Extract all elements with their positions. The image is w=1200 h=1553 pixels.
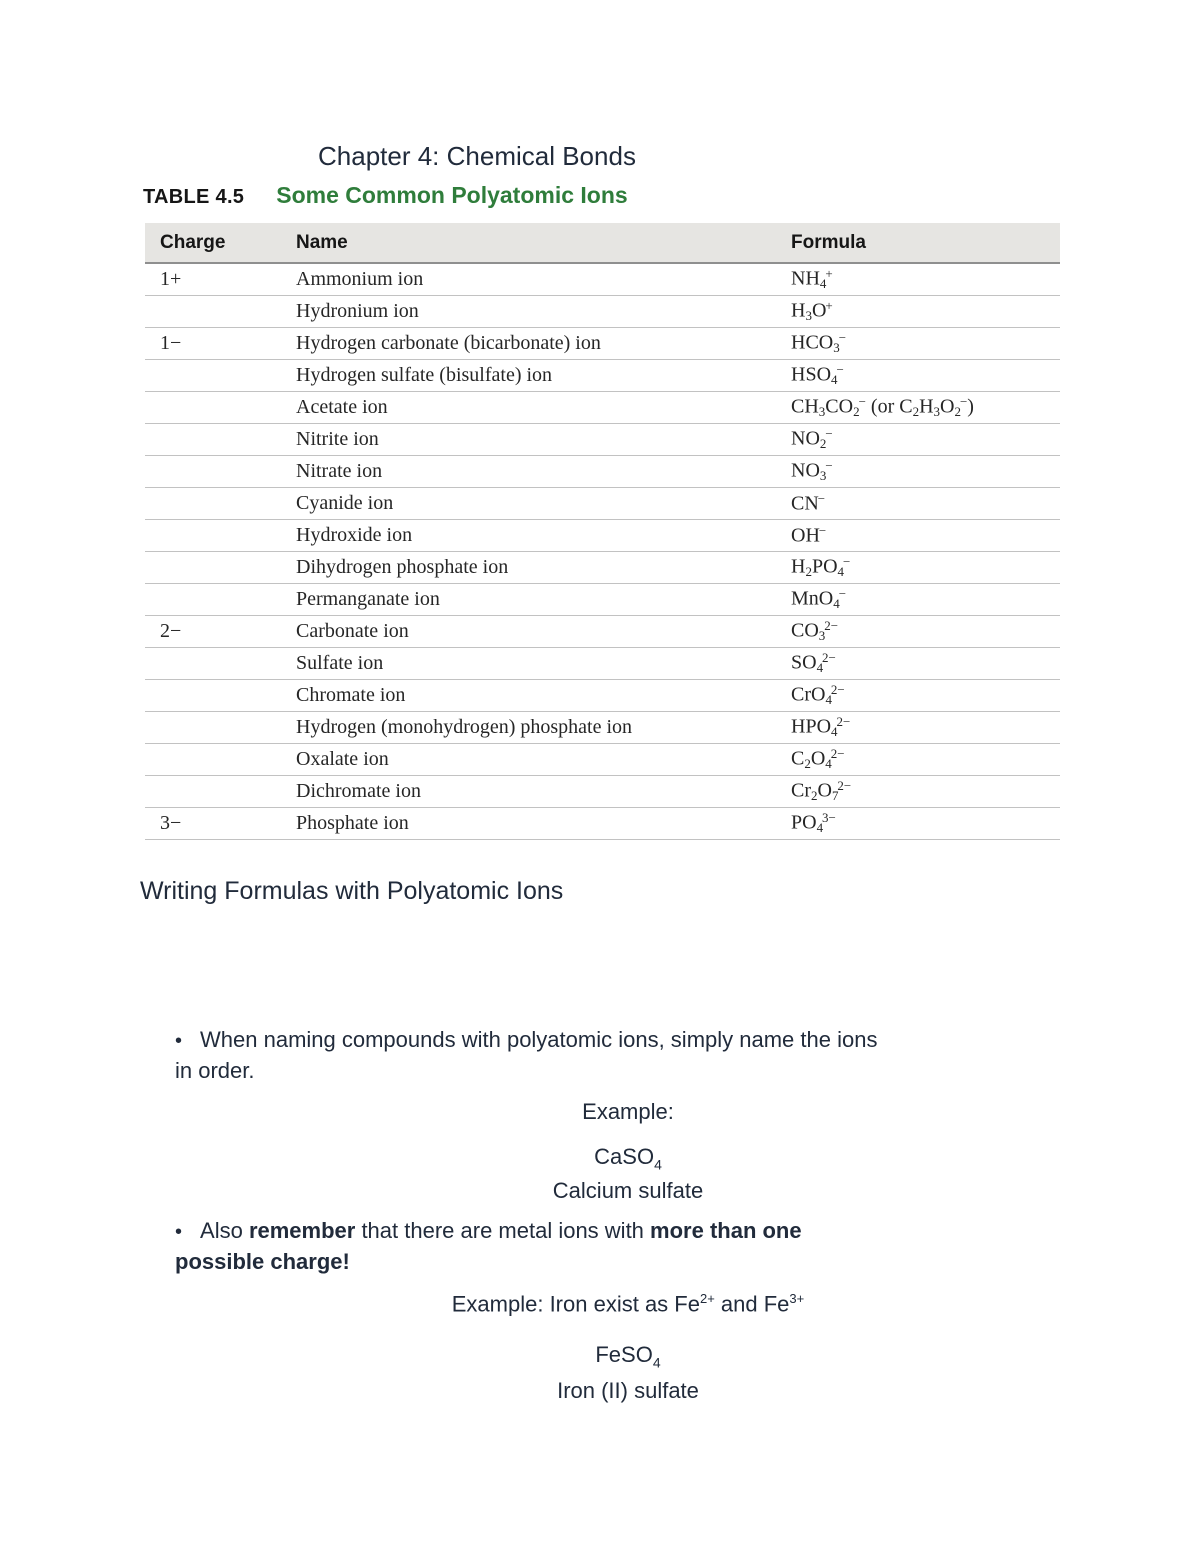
table-row [145, 743, 1060, 775]
example1-formula: CaSO$_4$ [594, 1143, 662, 1172]
table-row [145, 711, 1060, 743]
formula-cell: $NH_4^+$ [790, 263, 1060, 295]
charge-cell [145, 583, 295, 615]
table-row [145, 391, 1060, 423]
name-cell: Hydrogen (monohydrogen) phosphate ion [295, 711, 790, 743]
name-cell: Dichromate ion [295, 775, 790, 807]
table-header-row [145, 223, 1060, 263]
charge-cell [145, 775, 295, 807]
table-row [145, 551, 1060, 583]
name-cell: Hydroxide ion [295, 519, 790, 551]
table-row [145, 679, 1060, 711]
table-row [145, 455, 1060, 487]
formula-cell: $NO_3^-$ [790, 455, 1060, 487]
table-caption [143, 182, 1200, 209]
name-cell: Phosphate ion [295, 807, 790, 839]
table-row [145, 807, 1060, 839]
name-cell: Chromate ion [295, 679, 790, 711]
bullet-text: When naming compounds with polyatomic ions, simply name the ions in order. [175, 1026, 878, 1083]
charge-cell [145, 647, 295, 679]
table-label: TABLE 4.5 [143, 186, 245, 208]
formula-cell: $HPO_4^{2-}$ [790, 711, 1060, 743]
charge-cell [145, 519, 295, 551]
formula-cell: $CH_3CO_2^-$ (or $C_2H_3O_2^-$) [790, 391, 1060, 423]
table-row [145, 263, 1060, 295]
chapter-title: Chapter 4: Chemical Bonds [318, 141, 636, 171]
name-cell: Sulfate ion [295, 647, 790, 679]
name-cell: Nitrate ion [295, 455, 790, 487]
charge-cell [145, 711, 295, 743]
table-row [145, 423, 1060, 455]
charge-cell: 2− [145, 615, 295, 647]
example1-label: Example: [582, 1098, 674, 1124]
example2-formula: FeSO$_4$ [595, 1342, 661, 1371]
table-row [145, 295, 1060, 327]
name-cell: Hydronium ion [295, 295, 790, 327]
table-row [145, 359, 1060, 391]
section-heading: Writing Formulas with Polyatomic Ions [140, 876, 564, 905]
name-cell: Dihydrogen phosphate ion [295, 551, 790, 583]
formula-cell: $Cr_2O_7^{2-}$ [790, 775, 1060, 807]
formula-cell: $NO_2^-$ [790, 423, 1060, 455]
formula-cell: OH− [790, 519, 1060, 551]
example2-name: Iron (II) sulfate [557, 1377, 699, 1403]
column-header-formula: Formula [790, 223, 1060, 263]
formula-cell: $HSO_4^-$ [790, 359, 1060, 391]
table-row [145, 647, 1060, 679]
name-cell: Hydrogen carbonate (bicarbonate) ion [295, 327, 790, 359]
table-row [145, 327, 1060, 359]
name-cell: Permanganate ion [295, 583, 790, 615]
charge-cell: 1+ [145, 263, 295, 295]
formula-cell: $CO_3^{2-}$ [790, 615, 1060, 647]
name-cell: Hydrogen sulfate (bisulfate) ion [295, 359, 790, 391]
name-cell: Cyanide ion [295, 487, 790, 519]
example2-line: Example: Iron exist as $Fe^{2+}$ and $Fe^{3+}$ [451, 1290, 805, 1317]
formula-cell: $PO_4^{3-}$ [790, 807, 1060, 839]
bullet-naming-compounds [175, 1025, 1070, 1085]
column-header-name: Name [295, 223, 790, 263]
name-cell: Oxalate ion [295, 743, 790, 775]
charge-cell [145, 455, 295, 487]
polyatomic-ions-table [145, 223, 1060, 840]
charge-cell [145, 295, 295, 327]
formula-cell: $SO_4^{2-}$ [790, 647, 1060, 679]
formula-cell: $H_2PO_4^-$ [790, 551, 1060, 583]
charge-cell [145, 743, 295, 775]
table-title: Some Common Polyatomic Ions [276, 182, 628, 208]
table-row [145, 487, 1060, 519]
table-row [145, 775, 1060, 807]
table-row [145, 583, 1060, 615]
formula-cell: MnO$_4$− [790, 583, 1060, 615]
bullet-icon: • [175, 1220, 183, 1243]
name-cell: Carbonate ion [295, 615, 790, 647]
name-cell: Ammonium ion [295, 263, 790, 295]
bullet-icon: • [175, 1029, 183, 1052]
charge-cell: 3− [145, 807, 295, 839]
charge-cell [145, 391, 295, 423]
column-header-charge: Charge [145, 223, 295, 263]
formula-cell: $C_2O_4^{2-}$ [790, 743, 1060, 775]
name-cell: Acetate ion [295, 391, 790, 423]
formula-cell: $HCO_3^-$ [790, 327, 1060, 359]
charge-cell [145, 551, 295, 583]
charge-cell [145, 679, 295, 711]
bullet-text: Also remember that there are metal ions with more than one possible charge! [175, 1217, 802, 1274]
table-row [145, 519, 1060, 551]
charge-cell [145, 359, 295, 391]
bullet-metal-ions [175, 1216, 1070, 1276]
charge-cell: 1− [145, 327, 295, 359]
formula-cell: $H_3O^+$ [790, 295, 1060, 327]
charge-cell [145, 423, 295, 455]
name-cell: Nitrite ion [295, 423, 790, 455]
formula-cell: CN− [790, 487, 1060, 519]
table-row [145, 615, 1060, 647]
example1-name: Calcium sulfate [552, 1177, 704, 1203]
charge-cell [145, 487, 295, 519]
formula-cell: CrO$_4^{2-}$ [790, 679, 1060, 711]
